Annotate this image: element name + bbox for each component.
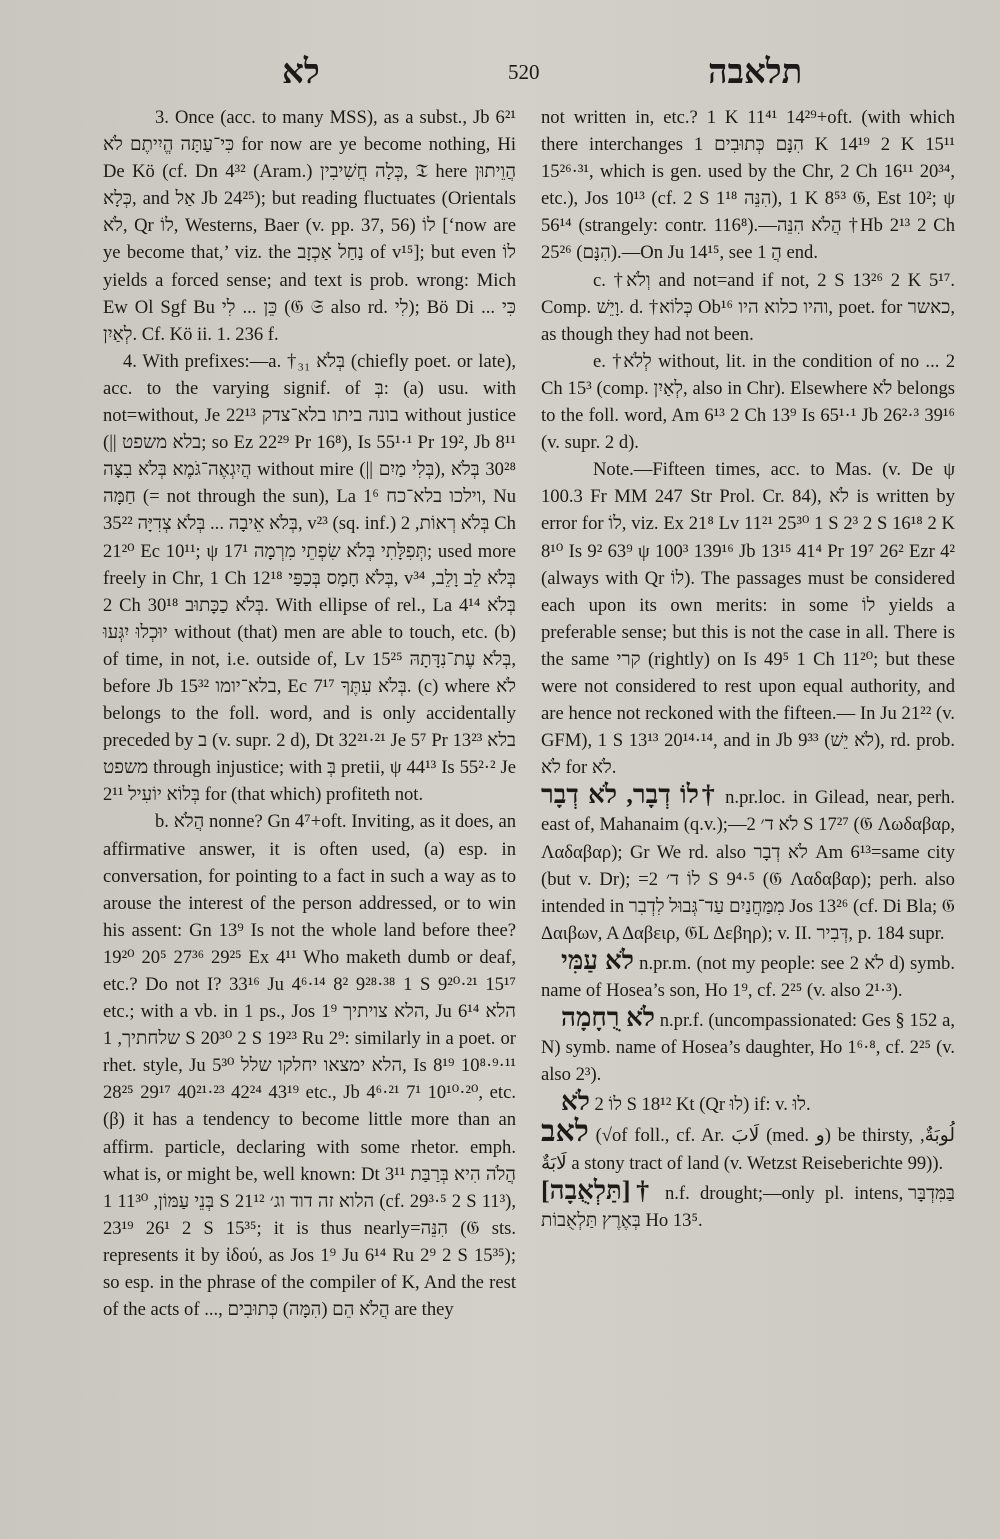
running-head-right: תלאבה xyxy=(708,54,803,91)
entry-root-lab xyxy=(541,1115,956,1176)
entry-headword: לאב xyxy=(541,1115,589,1149)
entry-headword: †[תַּלְאֻבָה] xyxy=(541,1175,655,1205)
paragraph-note: Note.—Fifteen times, acc. to Mas. (v. De ψ 100.3 Fr MM 247 Str Prol. Cr. 84), לֹא is written by error for לוֹ, viz. Ex 21⁸ Lv 11²¹ 25³⁰ 1 S 2³ 2 S 16¹⁸ 2 K 8¹⁰ Is 9² 63⁹ ψ 100³ 139¹⁶ Jb 13¹⁵ 41⁴ Pr 19⁷ 26² Ezr 4² (always with Qr לוֹ). The passages must be considered each upon its own merits: in some לוֹ yields a preferable sense; but this is not the case in all. There is the same קרי (rightly) on Is 49⁵ 1 Ch 11²⁰; but these were not considered to rest upon equal authority, and are hence not reckoned with the fifteen.— In Ju 21²² (v. GFM), 1 S 13¹³ 20¹⁴·¹⁴, and in Jb 9³³ (לֹא יֵשׁ), rd. prob. לֹא for לֹא. xyxy=(541,459,956,779)
right-column xyxy=(541,104,955,1234)
entry-lo-debar xyxy=(541,781,955,947)
entry-headword: לֹא xyxy=(561,1087,590,1117)
entry-lo-if xyxy=(541,1088,955,1118)
page-number: 520 xyxy=(508,60,540,84)
entry-headword: לֹא עַמִּי xyxy=(561,945,634,975)
entry-headword: לֹא רֻחָמָה xyxy=(561,1003,655,1033)
entry-text: n.pr.m. (not my people: see לֹא 2 d) symb. name of Hosea’s son, Ho 1⁹, cf. 2²⁵ (v. also 2¹·³). xyxy=(541,952,955,1001)
entry-text: n.pr.loc. in Gilead, near, perh. east of, Mahanaim (q.v.);—לֹא ד׳ 2 S 17²⁷ (𝔊 Λωδαβαρ, Λαδαβαρ); Gr We rd. also לֹא דְבָר Am 6¹³=same city (but v. Dr); =לוֹ ד׳ 2 S 9⁴·⁵ (𝔊 Λαδαβαρ); perh. also intended in מִמַּחֲנַיִם עַד־גְּבוּל לִדְבִר Jos 13²⁶ (cf. Di Bla; 𝔊 Δαιβων, Α Δαβειρ, 𝔊L Δεβηρ); v. II. דְּבִיר, p. 184 supr. xyxy=(541,787,955,944)
entry-text: (√of foll., cf. Ar. لَابَ (med. و) be thirsty, لُوبَةٌ, لَابَةٌ a stony tract of land (v. Wetzst Reiseberichte 99)). xyxy=(541,1125,956,1174)
paragraph-sense-4b: b. הֲלֹא nonne? Gn 4⁷+oft. Inviting, as it does, an affirmative answer, it is often used, (a) esp. in conversation, for pointing to a fact in such a way as to arouse the interest of the person addressed, or to win his assent: Gn 13⁹ Is not the whole land before thee? 19²⁰ 20⁵ 27³⁶ 29²⁵ Ex 4¹¹ Who maketh dumb or deaf, etc.? Do not I? 33¹⁶ Ju 4⁶·¹⁴ 8² 9²⁸·³⁸ 1 S 9²⁰·²¹ 15¹⁷ etc.; with a vb. in 1 ps., Jos 1⁹ הלא צויתיך, Ju 6¹⁴ הלא שלחתיך, 1 S 20³⁰ 2 S 19²³ Ru 2⁹: similarly in a poet. or rhet. style, Ju 5³⁰ הלא ימצאו יחלקו שלל, Is 8¹⁹ 10⁸·⁹·¹¹ 28²⁵ 29¹⁷ 40²¹·²³ 42²⁴ 43¹⁹ etc., Jb 4⁶·²¹ 7¹ 10¹⁰·²⁰, etc. (β) it has a tendency to become little more than an affirm. particle, declaring with some rhetor. emph. what is, or might be, well known: Dt 3¹¹ הֲלֹה הִיא בְּרַבַּת בְּנֵי עַמּוֹן, 11³⁰ 1 S 21¹² הלוא זה דוד וג׳ (cf. 29³·⁵ 2 S 11³), 23¹⁹ 26¹ 2 S 15³⁵; it is thus nearly=הִנֵּה (𝔊 sts. represents it by ἰδού, as Jos 1⁹ Ju 6¹⁴ Ru 2⁹ 2 S 15³⁵); so esp. in the phrase of the compiler of K, And the rest of the acts of ..., הֲלֹא הֵם (הִמָּה) כְּתוּבִים are they xyxy=(103,811,517,1321)
paragraph-sense-4e: e. †לְלֹא without, lit. in the condition of no ... 2 Ch 15³ (comp. לְאַיִן, also in Chr). Elsewhere לֹא belongs to the foll. word, Am 6¹³ 2 Ch 13⁹ Is 65¹·¹ Jb 26²·³ 39¹⁶ (v. supr. 2 d). xyxy=(541,350,955,454)
entry-lo-ammi xyxy=(541,947,955,1004)
paragraph-sense-3: 3. Once (acc. to many MSS), as a subst., Jb 6²¹ כִּי־עַתָּה הֱיִיתֶם לֹא for now are ye become nothing, Hi De Kö (cf. Dn 4³² (Aram.) כְּלָה חֲשִׁיבִין, 𝔗 here הֲוֵיתוּן כְּלָא, and אַל Jb 24²⁵); but reading fluctuates (Orientals לֹא, Qr לוֹ, Westerns, Baer (v. pp. 37, 56) לוֹ [‘now are ye become that,’ viz. the נַחַל אַכְזָב of v¹⁵]; but even לוֹ yields a forced sense; and text is prob. wrong: Mich Ew Ol Sgf Bu כֵּן ... לִי (𝔊 𝔖 also rd. לִי); Bö Di כִּי ... לְאַיִן. Cf. Kö ii. 1. 236 f. xyxy=(103,107,517,345)
entry-text: n.f. drought;—only pl. intens, בַּמִּדְבָּר בְּאֶרֶץ תַּלְאֻבוֹת Ho 13⁵. xyxy=(541,1182,956,1231)
entry-headword: †לוֹ דְבָר, לֹא דְבָר xyxy=(541,780,718,810)
entry-text: לוֹ 2 S 18¹² Kt (Qr לוּ) if: v. לוּ. xyxy=(594,1094,811,1116)
entry-text: n.pr.f. (uncompassionated: Ges § 152 a, N) symb. name of Hosea’s daughter, Ho 1⁶·⁸, cf. 2²⁵ (v. also 2³). xyxy=(541,1010,955,1086)
paragraph-continuation: not written in, etc.? 1 K 11⁴¹ 14²⁹+oft. (with which there interchanges הִנָּם כְּתוּבִים 1 K 14¹⁹ 2 K 15¹¹ 15²⁶·³¹, which is gen. used by the Chr, 2 Ch 16¹¹ 20³⁴, etc.), Jos 10¹³ (cf. 2 S 1¹⁸ הִנֵּה), 1 K 8⁵³ 𝔊, Est 10²; ψ 56¹⁴ (strangely: contr. 116⁸).—הֲלֹא הִנֵּה †Hb 2¹³ 2 Ch 25²⁶ (הִנָּם).—On Ju 14¹⁵, see הֲ 1 end. xyxy=(541,107,956,264)
paragraph-sense-4a: 4. With prefixes:—a. †בְּלֹא ₃₁ (chiefly poet. or late), acc. to the varying signif. of בְּ: (a) usu. with not=without, Je 22¹³ בונה ביתו בלא־צדק without justice (|| בלא משפט; so Ez 22²⁹ Pr 16⁸), Is 55¹·¹ Pr 19², Jb 8¹¹ הֲיִגְאֶה־גֹּמֶא בְּלֹא בִצָּה without mire (|| בְּלִי מַיִם), 30²⁸ בְּלֹא חַמָּה (= not through the sun), La 1⁶ וילכו בלא־כח, Nu 35²² בְּלֹא אֵיבָה ... בְּלֹא צְדִיָּה, v²³ (sq. inf.) בְּלֹא רְאוֹת, 2 Ch 21²⁰ Ec 10¹¹; ψ 17¹ תְּפִלָּתִי בְּלֹא שִׂפְתֵי מִרְמָה; used more freely in Chr, 1 Ch 12¹⁸ בְּלֹא חָמָס בְּכַפַּי, v³⁴ בְּלֹא לֵב וָלֵב, 2 Ch 30¹⁸ בְּלֹא כַכָּתוּב. With ellipse of rel., La 4¹⁴ בְּלֹא יוּכְלוּ יִגְּעוּ without (that) men are able to touch, etc. (b) of time, in not, i.e. outside of, Lv 15²⁵ בְּלֹא עֶת־נִדָּתָהּ, before Jb 15³² בלא־יומו, Ec 7¹⁷ בְּלֹא עִתֶּךָ. (c) where לֹא belongs to the foll. word, and is only accidentally preceded by ב (v. supr. 2 d), Dt 32²¹·²¹ Je 5⁷ Pr 13²³ בלא משפט through injustice; with בְּ pretii, ψ 44¹³ Is 55²·² Je 2¹¹ בְּלוֹא יוֹעִיל for (that which) profiteth not. xyxy=(103,350,517,806)
entry-lo-ruhamah xyxy=(541,1004,955,1088)
running-head-left: לא xyxy=(282,54,320,91)
left-column xyxy=(103,104,516,1323)
entry-talubah xyxy=(541,1177,955,1234)
paragraph-sense-4c: c. †וְלֹא and not=and if not, 2 S 13²⁶ 2 K 5¹⁷. Comp. וָיֵשׁ. d. †כְּלוֹא Ob¹⁶ והיו כלוא היו, poet. for כאשר, as though they had not been. xyxy=(541,269,955,345)
